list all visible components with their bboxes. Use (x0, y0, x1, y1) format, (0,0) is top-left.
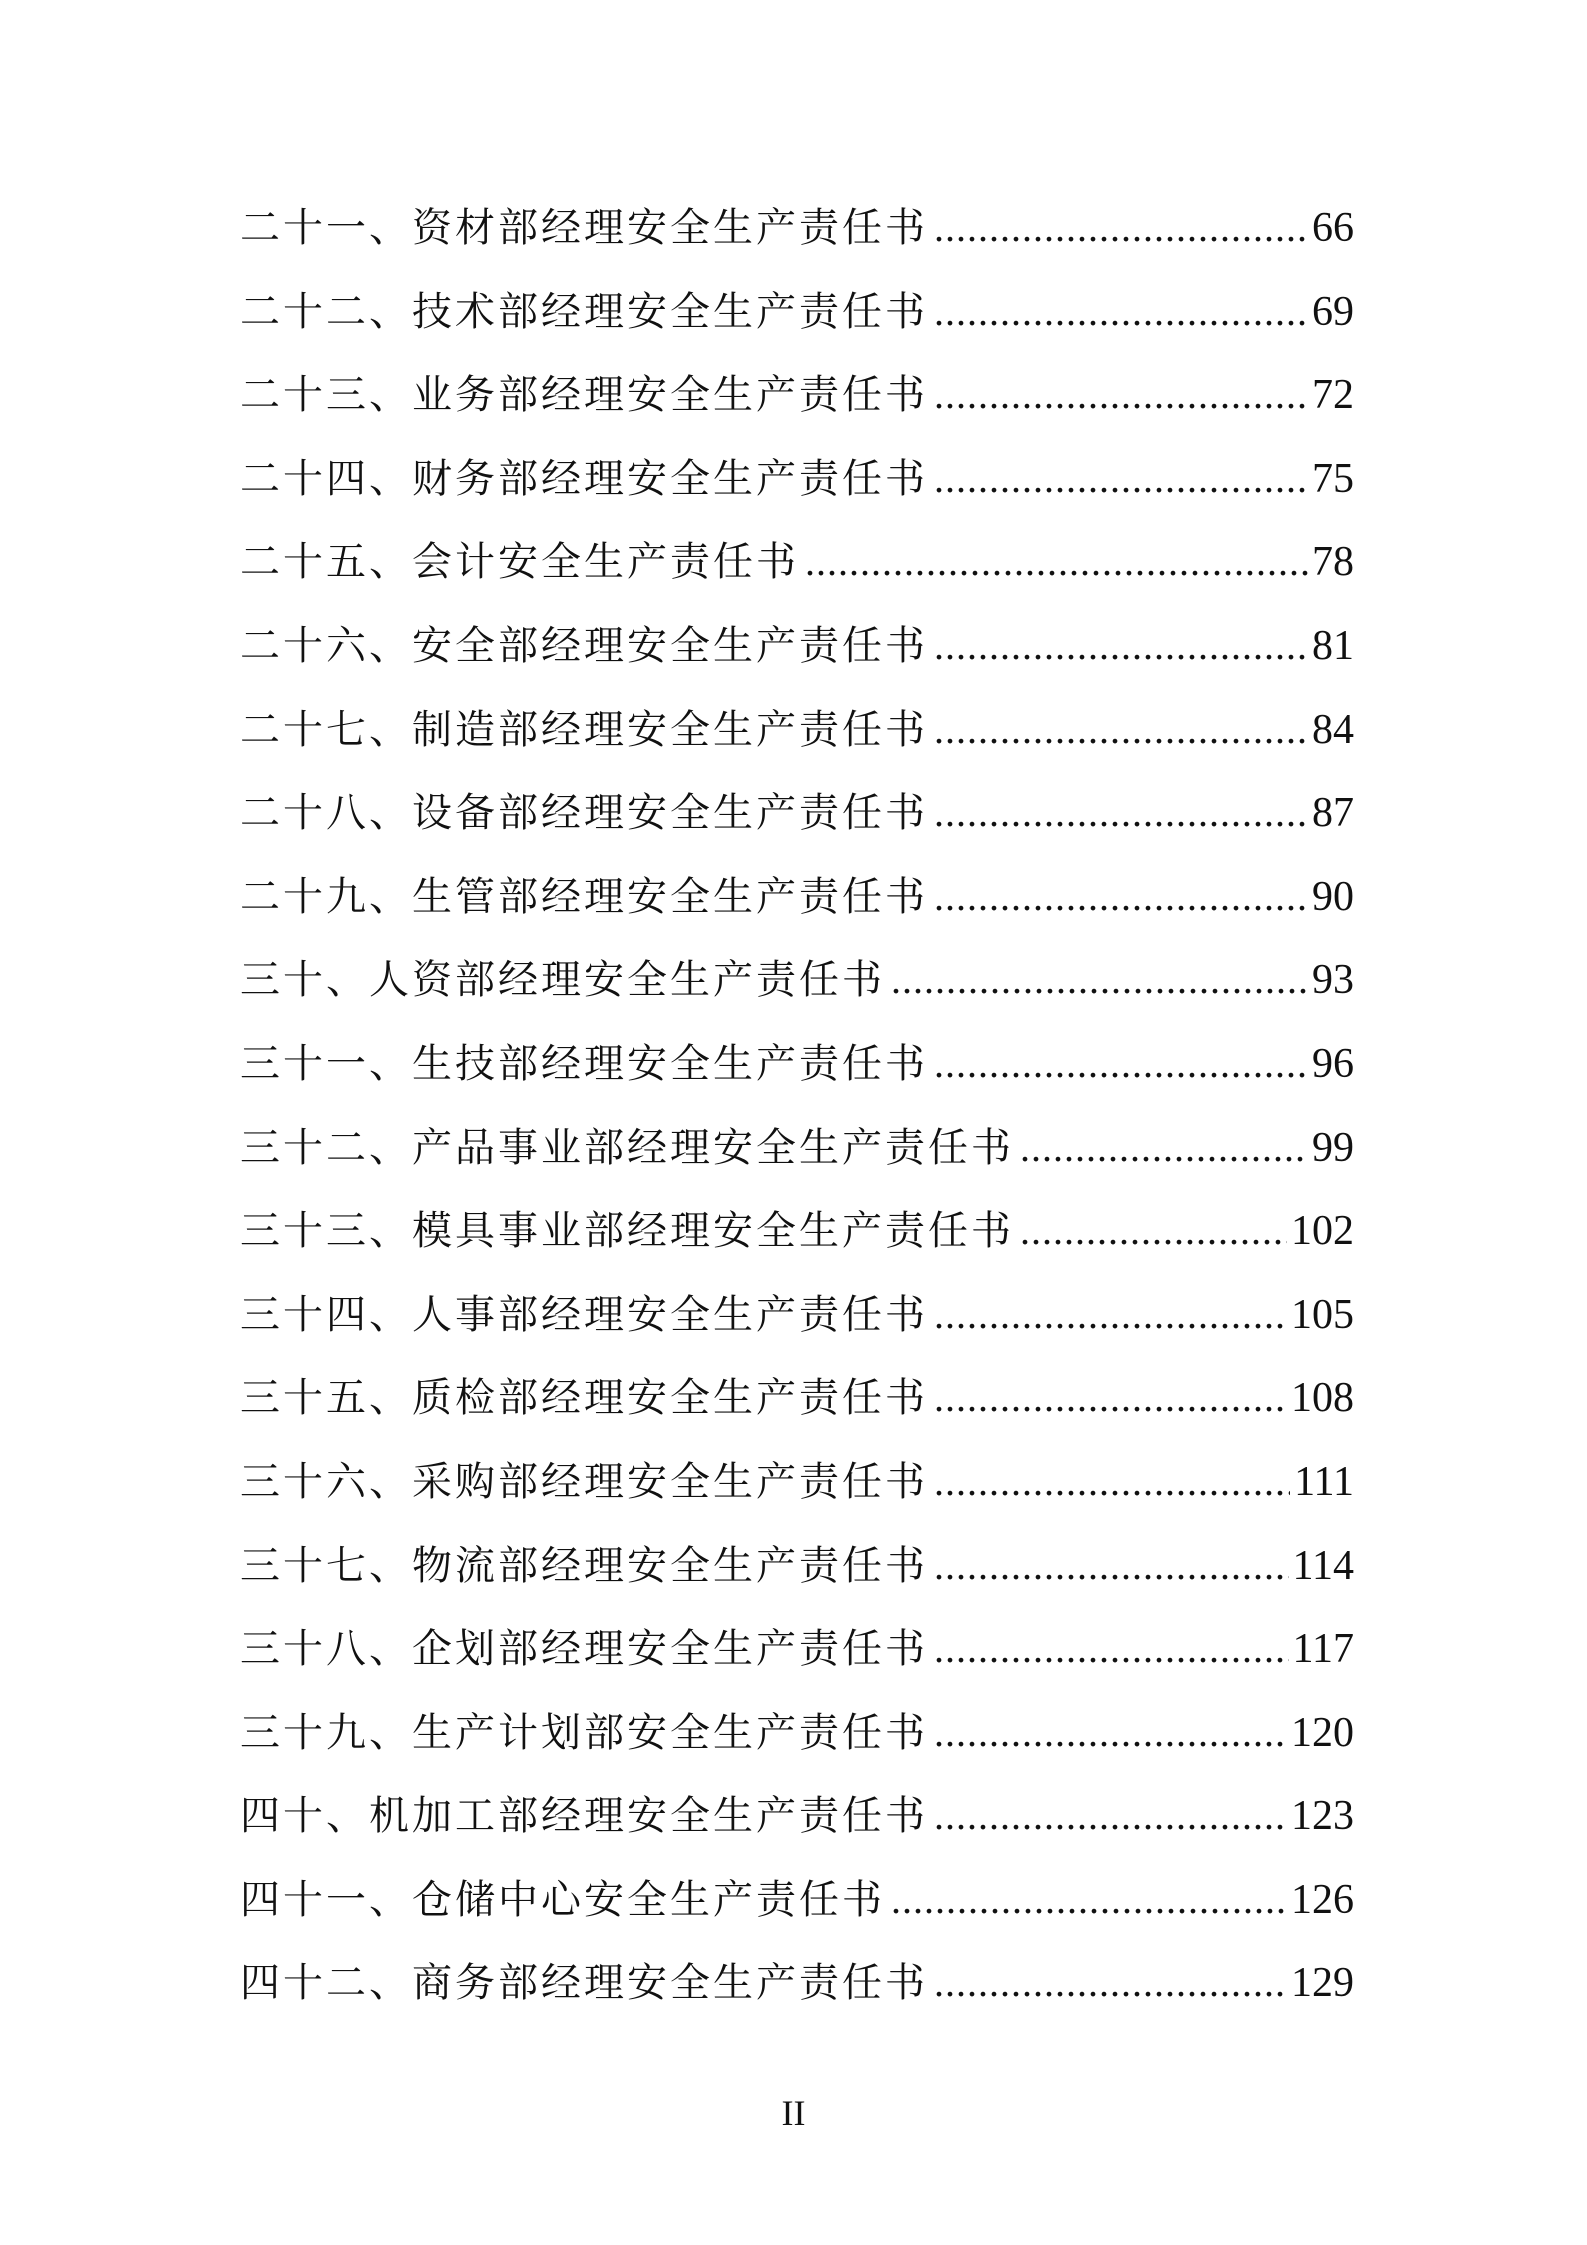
toc-entry-title: 三十五、质检部经理安全生产责任书 (240, 1375, 928, 1422)
toc-entry-title: 二十一、资材部经理安全生产责任书 (240, 205, 928, 251)
toc-dot-leader (934, 1034, 1308, 1094)
toc-entry-title: 二十二、技术部经理安全生产责任书 (240, 288, 928, 335)
toc-entry-title: 二十三、业务部经理安全生产责任书 (240, 372, 928, 419)
toc-entry-page: 99 (1312, 1124, 1354, 1171)
toc-entry[interactable] (240, 616, 1354, 700)
toc-entry[interactable] (240, 1953, 1354, 2037)
toc-entry[interactable] (240, 950, 1354, 1034)
toc-entry-page: 66 (1312, 205, 1354, 251)
toc-entry-page: 87 (1312, 790, 1354, 837)
toc-dot-leader (1020, 1201, 1287, 1261)
toc-entry[interactable] (240, 449, 1354, 533)
toc-dot-leader (1020, 1118, 1308, 1178)
toc-dot-leader (934, 1368, 1287, 1428)
toc-dot-leader (934, 1703, 1287, 1763)
toc-dot-leader (934, 449, 1308, 509)
toc-dot-leader (934, 783, 1308, 843)
toc-entry-page: 108 (1291, 1375, 1354, 1422)
toc-entry-title: 四十、机加工部经理安全生产责任书 (240, 1793, 928, 1840)
toc-entry-title: 三十、人资部经理安全生产责任书 (240, 957, 885, 1004)
toc-dot-leader (934, 700, 1308, 760)
toc-dot-leader (934, 1953, 1287, 2013)
toc-entry[interactable] (240, 1368, 1354, 1452)
toc-entry-page: 72 (1312, 372, 1354, 419)
toc-entry[interactable] (240, 1619, 1354, 1703)
toc-entry-title: 二十六、安全部经理安全生产责任书 (240, 622, 928, 669)
toc-entry[interactable] (240, 783, 1354, 867)
toc-entry-page: 105 (1291, 1291, 1354, 1338)
toc-entry[interactable] (240, 1703, 1354, 1787)
toc-entry-title: 二十四、财务部经理安全生产责任书 (240, 455, 928, 502)
toc-entry[interactable] (240, 198, 1354, 282)
toc-entry[interactable] (240, 1201, 1354, 1285)
toc-dot-leader (891, 950, 1308, 1010)
toc-entry-title: 二十五、会计安全生产责任书 (240, 539, 799, 586)
toc-entry-title: 二十九、生管部经理安全生产责任书 (240, 873, 928, 920)
toc-entry[interactable] (240, 1118, 1354, 1202)
toc-dot-leader (934, 365, 1308, 425)
toc-entry[interactable] (240, 282, 1354, 366)
toc-dot-leader (934, 198, 1308, 258)
toc-entry-title: 三十一、生技部经理安全生产责任书 (240, 1040, 928, 1087)
toc-dot-leader (934, 1452, 1290, 1512)
toc-dot-leader (934, 616, 1308, 676)
toc-entry[interactable] (240, 532, 1354, 616)
toc-entry-page: 78 (1312, 539, 1354, 586)
toc-dot-leader (934, 867, 1308, 927)
toc-entry-page: 69 (1312, 288, 1354, 335)
toc-dot-leader (934, 282, 1308, 342)
toc-entry[interactable] (240, 1034, 1354, 1118)
toc-entry[interactable] (240, 365, 1354, 449)
toc-entry[interactable] (240, 1870, 1354, 1954)
toc-dot-leader (934, 1619, 1289, 1679)
toc-entry-page: 96 (1312, 1040, 1354, 1087)
toc-entry-page: 90 (1312, 873, 1354, 920)
toc-entry[interactable] (240, 867, 1354, 951)
toc-entry-page: 120 (1291, 1709, 1354, 1756)
toc-entry[interactable] (240, 1452, 1354, 1536)
toc-dot-leader (934, 1536, 1289, 1596)
toc-entry-page: 75 (1312, 455, 1354, 502)
toc-entry-title: 三十三、模具事业部经理安全生产责任书 (240, 1208, 1014, 1255)
toc-entry-page: 81 (1312, 622, 1354, 669)
toc-entry-title: 三十八、企划部经理安全生产责任书 (240, 1626, 928, 1673)
toc-entry-page: 123 (1291, 1793, 1354, 1840)
toc-entry-title: 三十六、采购部经理安全生产责任书 (240, 1458, 928, 1505)
toc-entry[interactable] (240, 1786, 1354, 1870)
toc-entry-page: 111 (1294, 1458, 1354, 1505)
toc-entry-title: 三十二、产品事业部经理安全生产责任书 (240, 1124, 1014, 1171)
toc-entry[interactable] (240, 700, 1354, 784)
toc-entry-title: 三十四、人事部经理安全生产责任书 (240, 1291, 928, 1338)
toc-dot-leader (934, 1285, 1287, 1345)
toc-entry-page: 129 (1291, 1960, 1354, 2007)
toc-entry-page: 102 (1291, 1208, 1354, 1255)
toc-entry-page: 126 (1291, 1876, 1354, 1923)
toc-entry-page: 114 (1292, 1542, 1354, 1589)
toc-entry-title: 四十二、商务部经理安全生产责任书 (240, 1960, 928, 2007)
table-of-contents (240, 198, 1354, 2037)
toc-entry[interactable] (240, 1536, 1354, 1620)
toc-dot-leader (891, 1870, 1287, 1930)
toc-entry-title: 二十八、设备部经理安全生产责任书 (240, 790, 928, 837)
page-number: II (781, 2093, 806, 2133)
toc-entry-page: 117 (1292, 1626, 1354, 1673)
toc-entry-page: 93 (1312, 957, 1354, 1004)
toc-entry-title: 二十七、制造部经理安全生产责任书 (240, 706, 928, 753)
toc-dot-leader (805, 532, 1308, 592)
toc-dot-leader (934, 1786, 1287, 1846)
toc-entry-title: 三十九、生产计划部安全生产责任书 (240, 1709, 928, 1756)
toc-entry-page: 84 (1312, 706, 1354, 753)
toc-entry[interactable] (240, 1285, 1354, 1369)
toc-entry-title: 三十七、物流部经理安全生产责任书 (240, 1542, 928, 1589)
toc-entry-title: 四十一、仓储中心安全生产责任书 (240, 1876, 885, 1923)
